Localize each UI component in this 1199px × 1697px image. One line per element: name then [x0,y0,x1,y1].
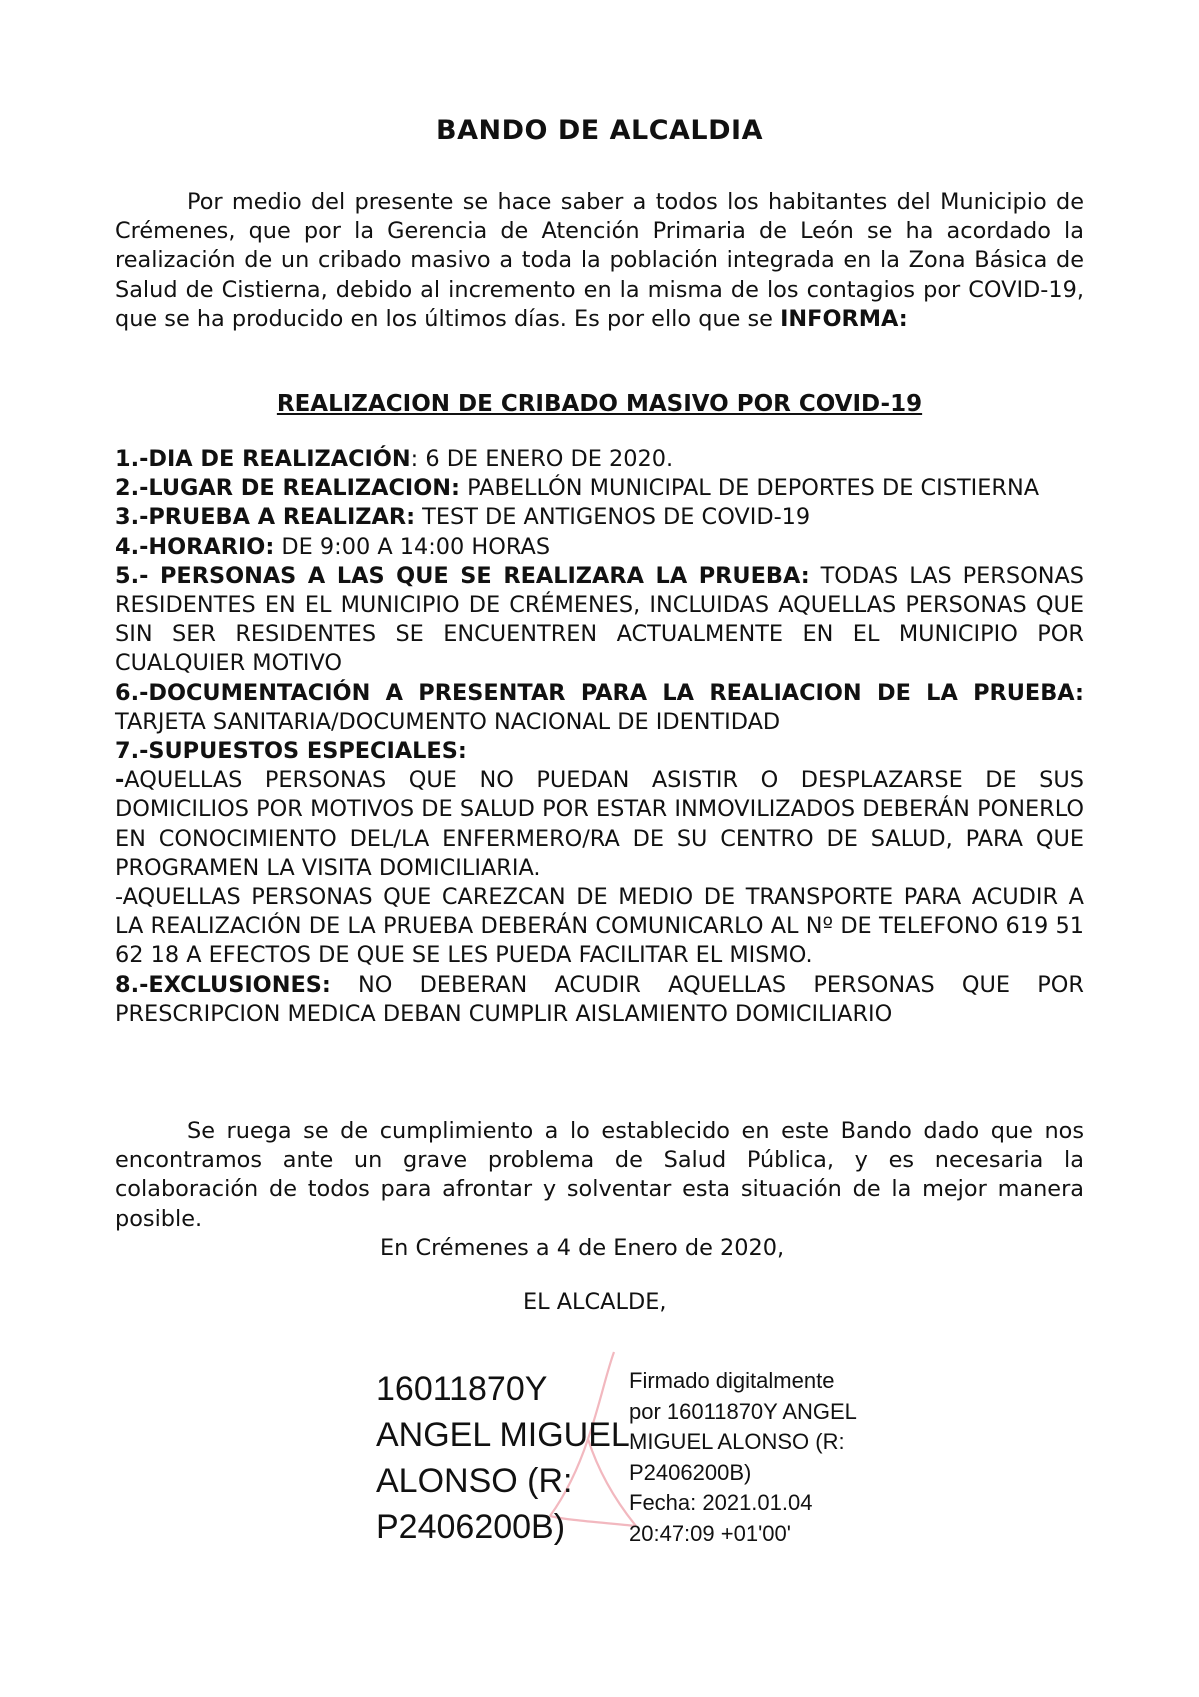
list-item [115,766,1084,883]
signature-detail-line: por 16011870Y ANGEL [629,1398,857,1424]
item-text: AQUELLAS PERSONAS QUE NO PUEDAN ASISTIR O DESPLAZARSE DE SUS DOMICILIOS POR MOTIVOS DE SALUD POR ESTAR INMOVILIZADOS DEBERÁN PONERLO EN CONOCIMIENTO DEL/LA ENFERMERO/RA DE SU CENTRO DE SALUD, PARA QUE PROGRAMEN LA VISITA DOMICILIARIA. [115,767,1084,881]
section-subtitle: REALIZACION DE CRIBADO MASIVO POR COVID-19 [276,391,923,417]
item-label: 6.-DOCUMENTACIÓN A PRESENTAR PARA LA REALIACION DE LA PRUEBA: [115,679,1084,706]
signature-name-line: ANGEL MIGUEL [376,1416,630,1454]
item-text: -AQUELLAS PERSONAS QUE CAREZCAN DE MEDIO DE TRANSPORTE PARA ACUDIR A LA REALIZACIÓN DE LA PRUEBA DEBERÁN COMUNICARLO AL Nº DE TELEFONO 619 51 62 18 A EFECTOS DE QUE SE LES PUEDA FACILITAR EL MISMO. [115,884,1084,969]
signature-detail-line: P2406200B) [629,1459,752,1485]
list-item [115,503,1084,532]
signature-detail-line: Firmado digitalmente [629,1368,835,1393]
list-item [115,474,1084,503]
place-date: En Crémenes a 4 de Enero de 2020, [380,1235,785,1261]
list-item [115,971,1084,1029]
item-label: 4.-HORARIO: [115,533,275,560]
item-text: TEST DE ANTIGENOS DE COVID-19 [415,504,811,531]
item-text: PABELLÓN MUNICIPAL DE DEPORTES DE CISTIERNA [459,475,1040,502]
item-text: DE 9:00 A 14:00 HORAS [274,533,551,560]
item-label: 1.-DIA DE REALIZACIÓN [115,446,411,472]
item-text: : 6 DE ENERO DE 2020. [410,446,674,472]
document-title: BANDO DE ALCALDIA [436,115,763,146]
signature-name [376,1366,636,1550]
intro-text: Por medio del presente se hace saber a todos los habitantes del Municipio de Crémenes, que por la Gerencia de Atención Primaria de León se ha acordado la realización de un cribado masivo a toda la población integrada en la Zona Básica de Salud de Cistierna, debido al incremento en la misma de los contagios por COVID-19, que se ha producido en los últimos días. Es por ello que se [115,189,1084,332]
signer-title: EL ALCALDE, [523,1289,667,1315]
item-text: TODAS LAS PERSONAS RESIDENTES EN EL MUNICIPIO DE CRÉMENES, INCLUIDAS AQUELLAS PERSONAS QUE SIN SER RESIDENTES SE ENCUENTREN ACTUALMENTE EN EL MUNICIPIO POR CUALQUIER MOTIVO [115,562,1084,677]
list-item [115,679,1084,737]
item-text: NO DEBERAN ACUDIR AQUELLAS PERSONAS QUE POR PRESCRIPCION MEDICA DEBAN CUMPLIR AISLAMIENTO DOMICILIARIO [115,971,1084,1027]
item-label: 8.-EXCLUSIONES: [115,971,331,998]
signature-name-line: 16011870Y [376,1370,548,1408]
intro-bold: INFORMA: [780,305,908,332]
list-item [115,445,1084,474]
signature-name-line: P2406200B) [376,1508,566,1546]
item-label: 5.- PERSONAS A LAS QUE SE REALIZARA LA PRUEBA: [115,562,810,589]
closing-paragraph [115,1117,1084,1234]
intro-paragraph [115,188,1084,334]
signature-details [629,1366,929,1549]
item-label: 2.-LUGAR DE REALIZACION: [115,475,460,502]
signature-detail-line: Fecha: 2021.01.04 [629,1490,813,1515]
item-text: TARJETA SANITARIA/DOCUMENTO NACIONAL DE IDENTIDAD [115,708,781,735]
signature-name-line: ALONSO (R: [376,1462,573,1500]
list-item [115,737,1084,766]
closing-text: Se ruega se de cumplimiento a lo establecido en este Bando dado que nos encontramos ante un grave problema de Salud Pública, y es necesaria la colaboración de todos para afrontar y solventar esta situación de la mejor manera posible. [115,1118,1084,1232]
item-label: 3.-PRUEBA A REALIZAR: [115,504,416,531]
list-item [115,883,1084,971]
item-list [115,445,1084,1029]
digital-signature [376,1366,976,1546]
signature-detail-line: 20:47:09 +01'00' [629,1520,791,1546]
item-label: - [115,767,125,794]
list-item [115,533,1084,562]
signature-detail-line: MIGUEL ALONSO (R: [629,1429,845,1454]
item-label: 7.-SUPUESTOS ESPECIALES: [115,738,467,765]
list-item [115,562,1084,679]
